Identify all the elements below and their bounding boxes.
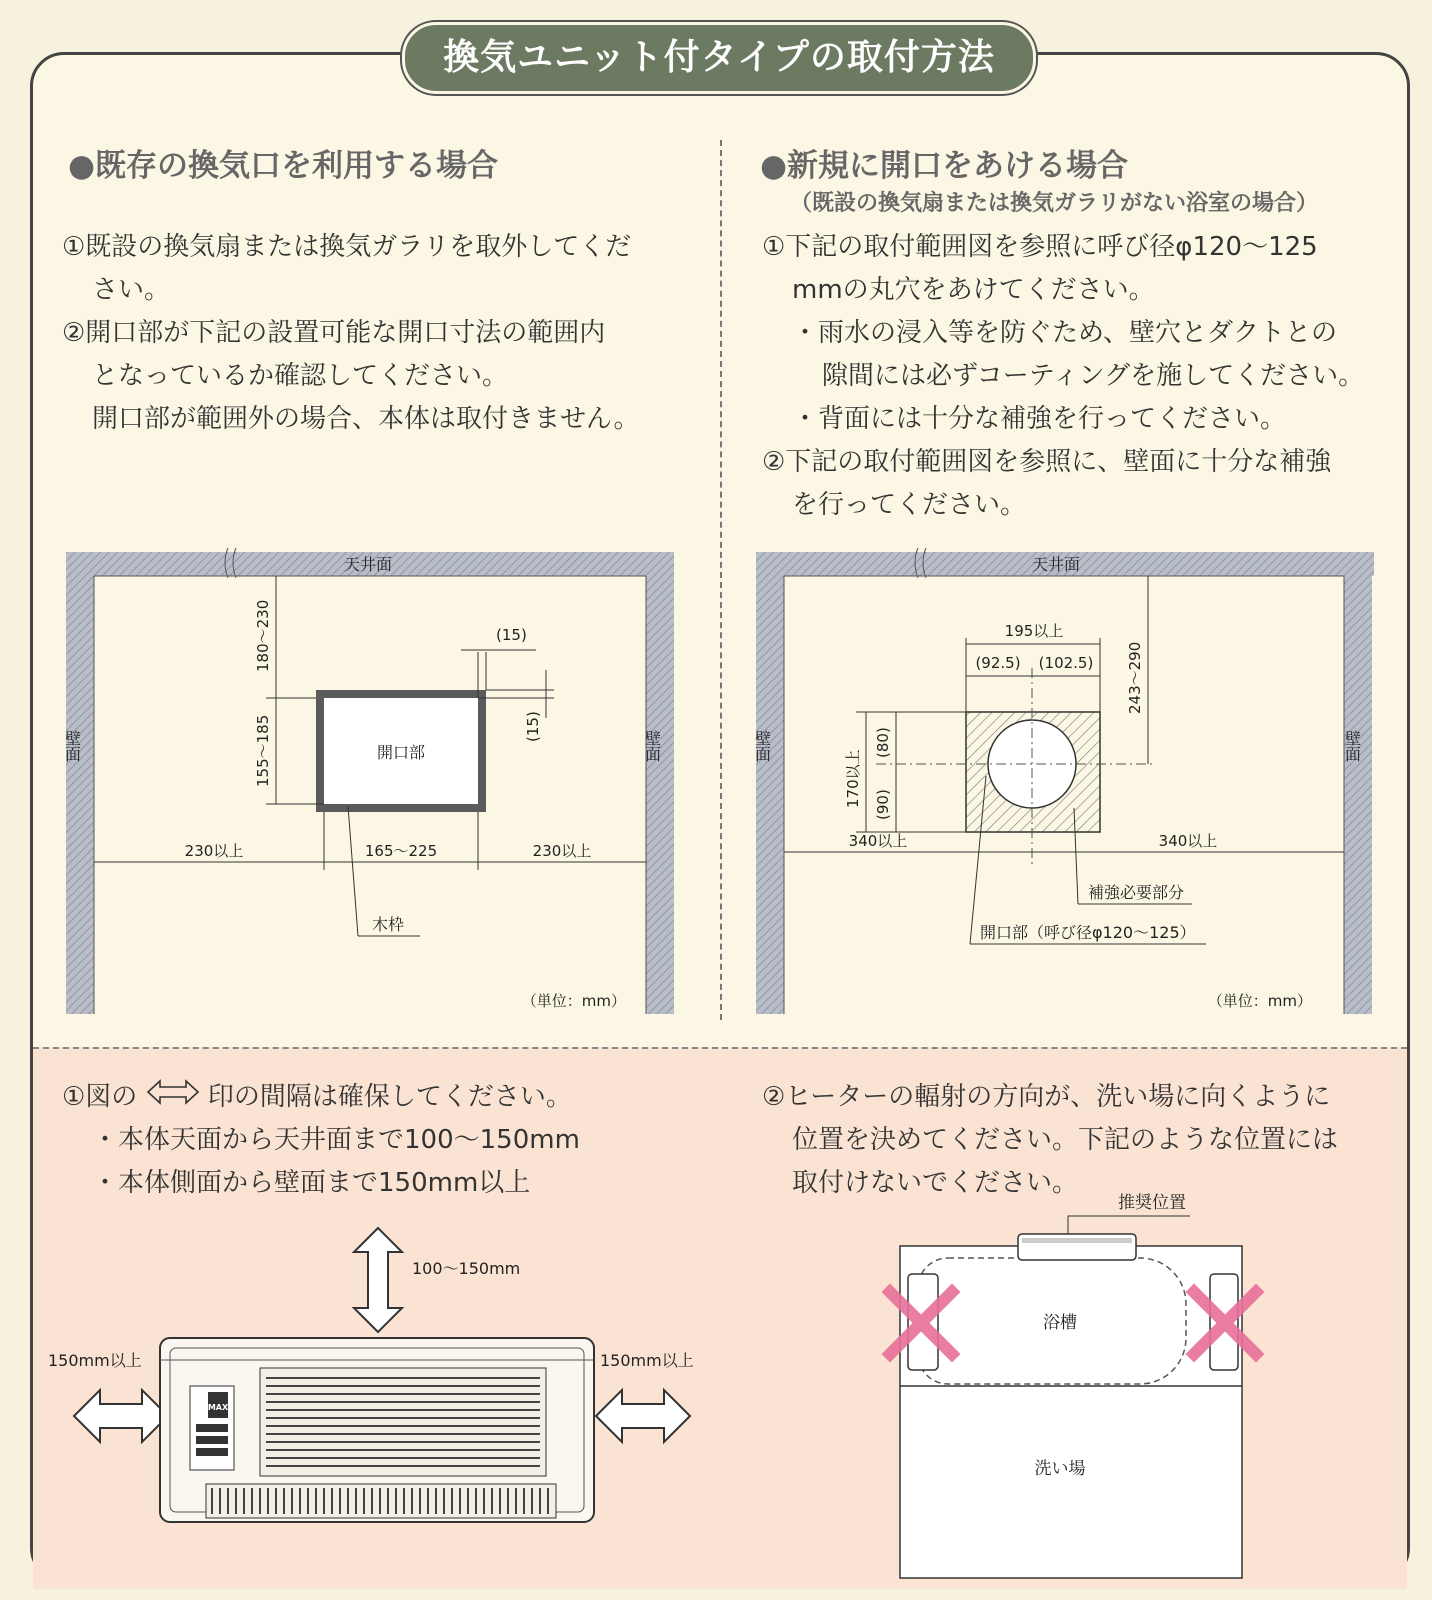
left-step-line: となっているか確認してください。 — [92, 361, 509, 391]
note-suffix: 印の間隔は確保してください。 — [207, 1082, 572, 1112]
column-divider — [720, 140, 722, 1020]
right-steps — [762, 226, 1402, 527]
right-step-line: 隙間には必ずコーティングを施してください。 — [822, 361, 1365, 391]
left-clearance-arrow — [74, 1390, 168, 1442]
washing-area-label: 洗い場 — [1034, 1459, 1086, 1479]
left-steps — [62, 226, 702, 441]
new-opening-diagram — [752, 552, 1374, 1014]
left-gap-label: 150mm以上 — [48, 1351, 142, 1370]
top-clearance-arrow — [354, 1228, 402, 1332]
right-step-line: ①下記の取付範囲図を参照に呼び径φ120〜125 — [762, 232, 1318, 262]
dim-width-label: 195以上 — [1004, 622, 1064, 640]
left-step-line: さい。 — [92, 275, 171, 305]
right-heading: ●新規に開口をあける場合 — [760, 148, 1129, 184]
dim-left-label: 230以上 — [184, 842, 244, 860]
left-wall — [756, 552, 784, 1014]
wall-label-right: 壁面 — [1342, 730, 1362, 762]
wall-label-left: 壁面 — [62, 730, 82, 762]
bottom-left-notes — [62, 1076, 722, 1205]
note-line: 位置を決めてください。下記のような位置には — [792, 1125, 1339, 1155]
right-wall — [1344, 552, 1372, 1014]
left-step-line: ①既設の換気扇または換気ガラリを取外してくだ — [62, 232, 632, 262]
dim-90-label: (90) — [874, 789, 892, 820]
dim-right-label: 230以上 — [532, 842, 592, 860]
dim-right-label: 340以上 — [1158, 832, 1218, 850]
dim-80-label: (80) — [874, 727, 892, 758]
upper-grille — [260, 1368, 546, 1476]
dim-15-right-label: (15) — [524, 711, 542, 742]
double-arrow-icon — [146, 1076, 200, 1119]
left-wall — [66, 552, 94, 1014]
reinforce-label: 補強必要部分 — [1087, 883, 1185, 902]
wall-label-left: 壁面 — [752, 730, 772, 762]
dim-left-half-label: (92.5) — [975, 654, 1021, 672]
top-gap-label: 100〜150mm — [412, 1259, 521, 1278]
right-wall — [646, 552, 674, 1014]
left-heading: ●既存の換気口を利用する場合 — [68, 148, 499, 184]
wall-label-right: 壁面 — [642, 730, 662, 762]
right-gap-label: 150mm以上 — [600, 1351, 694, 1370]
left-step-line: 開口部が範囲外の場合、本体は取付きません。 — [92, 404, 640, 434]
note-prefix: ①図の — [62, 1082, 138, 1112]
bathroom-layout-diagram — [860, 1188, 1280, 1588]
bottom-right-notes — [762, 1076, 1402, 1205]
note-line: 取付けないでください。 — [792, 1168, 1079, 1198]
right-step-line: ②下記の取付範囲図を参照に、壁面に十分な補強 — [762, 447, 1332, 477]
right-step-line: ・背面には十分な補強を行ってください。 — [792, 404, 1287, 434]
tub-label: 浴槽 — [1043, 1313, 1077, 1333]
dim-top-label: 243〜290 — [1126, 641, 1144, 714]
dim-height-label: 170以上 — [844, 749, 862, 808]
left-step-line: ②開口部が下記の設置可能な開口寸法の範囲内 — [62, 318, 606, 348]
recommended-label: 推奨位置 — [1118, 1193, 1186, 1213]
dim-height-label: 155〜185 — [254, 714, 272, 787]
heater-clearance-diagram — [40, 1220, 720, 1540]
right-step-line: を行ってください。 — [792, 490, 1027, 520]
unit-label: （単位：mm） — [521, 992, 626, 1010]
note-line: ・本体側面から壁面まで150mm以上 — [92, 1168, 531, 1198]
dim-left-label: 340以上 — [848, 832, 908, 850]
ceiling-label: 天井面 — [343, 555, 393, 574]
opening-label: 開口部（呼び径φ120〜125） — [980, 923, 1196, 942]
dim-center-label: 165〜225 — [364, 842, 438, 860]
dim-15-top-label: (15) — [496, 626, 527, 644]
existing-opening-diagram — [62, 552, 674, 1014]
ceiling-label: 天井面 — [1031, 555, 1081, 574]
frame-label: 木枠 — [371, 915, 405, 934]
right-step-line: ・雨水の浸入等を防ぐため、壁穴とダクトとの — [792, 318, 1337, 348]
page-title: 換気ユニット付タイプの取付方法 — [402, 22, 1036, 94]
right-subheading: （既設の換気扇または換気ガラリがない浴室の場合） — [790, 191, 1319, 216]
right-step-line: mmの丸穴をあけてください。 — [792, 275, 1155, 305]
dim-top-label: 180〜230 — [254, 599, 272, 672]
note-line — [62, 1076, 722, 1119]
note-line: ・本体天面から天井面まで100〜150mm — [92, 1125, 580, 1155]
recommended-heater — [1018, 1234, 1136, 1260]
right-clearance-arrow — [596, 1390, 690, 1442]
opening-label: 開口部 — [376, 743, 426, 762]
unit-label: （単位：mm） — [1207, 992, 1312, 1010]
dim-right-half-label: (102.5) — [1038, 654, 1094, 672]
note-line: ②ヒーターの輻射の方向が、洗い場に向くように — [762, 1082, 1331, 1112]
brand-logo: MAX — [207, 1403, 229, 1412]
